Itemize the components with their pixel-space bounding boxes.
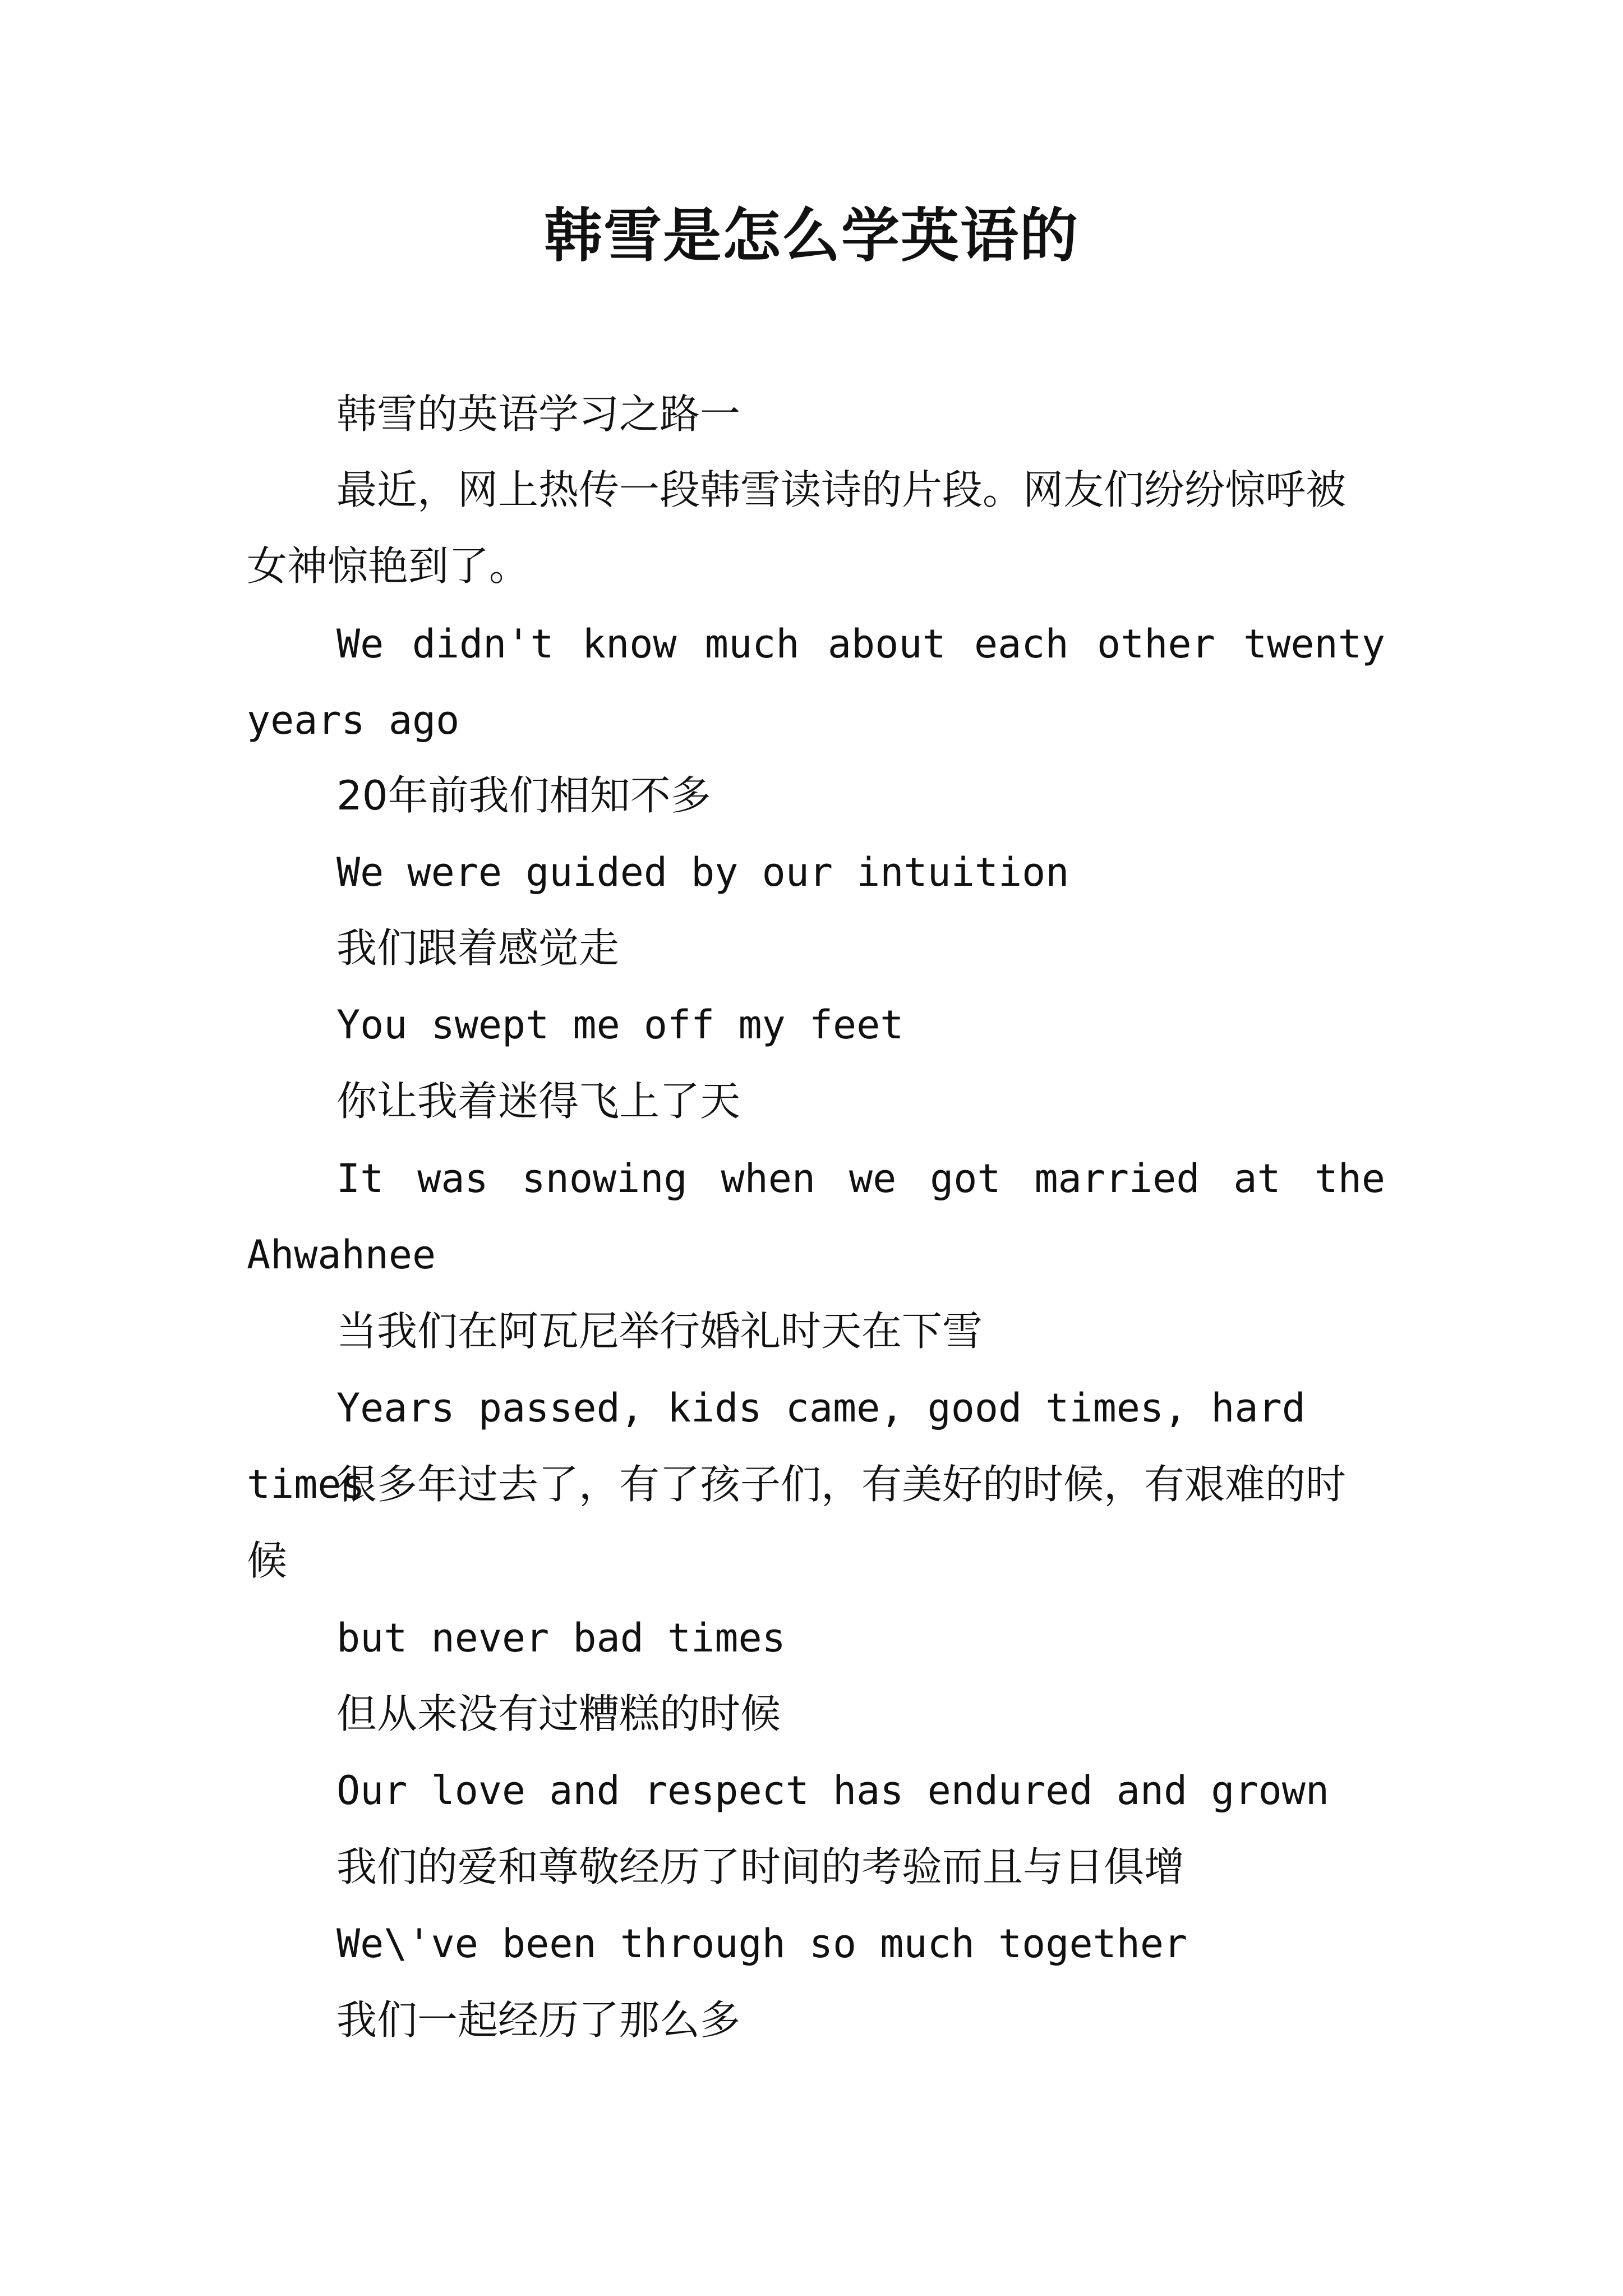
paragraph-16: 我们的爱和尊敬经历了时间的考验而且与日俱增	[336, 1843, 1185, 1890]
paragraph-15: Our love and respect has endured and grown	[336, 1768, 1330, 1814]
paragraph-3: We didn't know much about each other twenty years ago	[247, 621, 1385, 743]
paragraph-9: It was snowing when we got married at the Ahwahnee	[247, 1156, 1385, 1278]
paragraph-6: 我们跟着感觉走	[336, 924, 620, 972]
paragraph-11: Years passed, kids came, good times, hard times	[247, 1385, 1306, 1507]
paragraph-13: but never bad times	[336, 1615, 786, 1661]
paragraph-12: 很多年过去了，有了孩子们，有美好的时候，有艰难的时候	[247, 1461, 1347, 1584]
paragraph-2: 最近，网上热传一段韩雪读诗的片段。网友们纷纷惊呼被女神惊艳到了。	[247, 466, 1347, 590]
paragraph-18: 我们一起经历了那么多	[336, 1996, 741, 2044]
paragraph-8: 你让我着迷得飞上了天	[336, 1078, 741, 1125]
paragraph-1: 韩雪的英语学习之路一	[336, 390, 741, 438]
document-title: 韩雪是怎么学英语的	[543, 201, 1079, 270]
paragraph-14: 但从来没有过糟糕的时候	[336, 1690, 781, 1737]
paragraph-7: You swept me off my feet	[336, 1002, 904, 1048]
paragraph-5: We were guided by our intuition	[336, 849, 1069, 895]
paragraph-10: 当我们在阿瓦尼举行婚礼时天在下雪	[336, 1308, 983, 1355]
paragraph-4: 20年前我们相知不多	[336, 772, 711, 819]
paragraph-17: We\'ve been through so much together	[336, 1921, 1188, 1967]
